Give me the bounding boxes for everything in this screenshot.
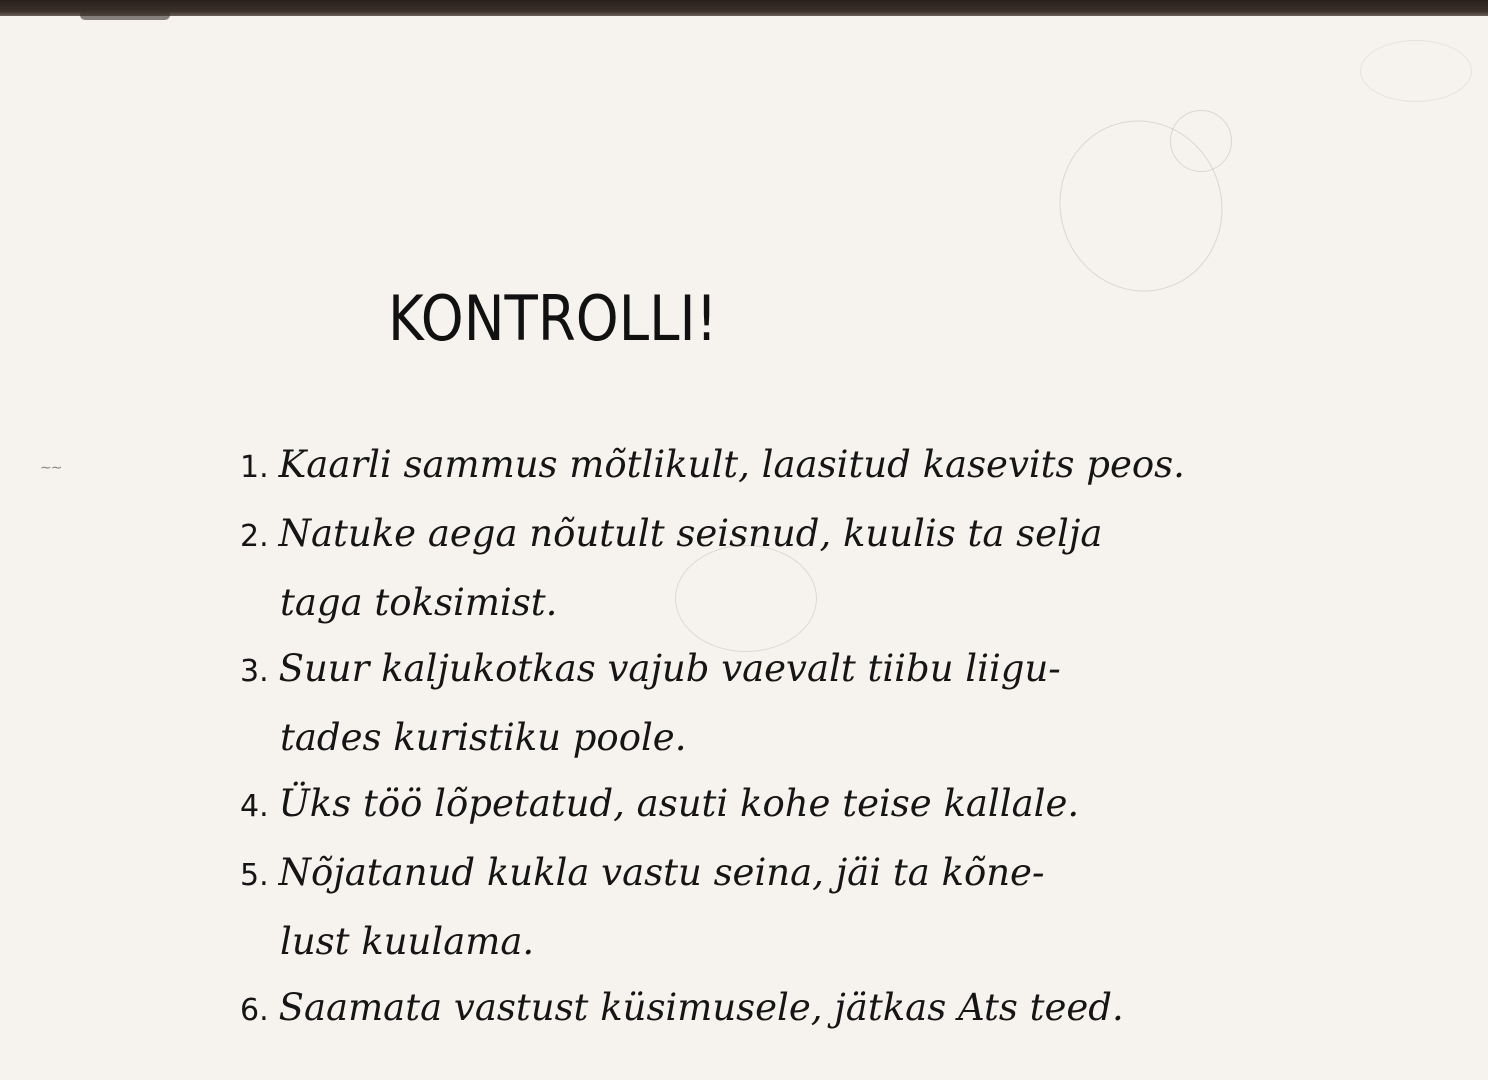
- item-text: tades kuristiku poole.: [280, 716, 687, 759]
- item-text: Natuke aega nõutult seisnud, kuulis ta selja: [278, 512, 1103, 555]
- list-item: [240, 501, 1200, 570]
- item-number: 2.: [240, 519, 269, 554]
- item-number: 6.: [240, 993, 269, 1028]
- item-text: Üks töö lõpetatud, asuti kohe teise kallale.: [278, 782, 1080, 825]
- item-text: Saamata vastust küsimusele, jätkas Ats teed.: [278, 986, 1124, 1029]
- list-item: [240, 975, 1200, 1044]
- page-title: KONTROLLI!: [388, 282, 718, 355]
- list-item: [240, 432, 1200, 501]
- sentence-list: [240, 432, 1200, 1044]
- item-text: Kaarli sammus mõtlikult, laasitud kasevits peos.: [278, 443, 1185, 486]
- film-edge-smudge: [80, 10, 170, 20]
- water-stain: [1360, 40, 1472, 102]
- item-number: 4.: [240, 789, 269, 824]
- list-item: [240, 840, 1200, 909]
- film-edge-band: [0, 0, 1488, 16]
- item-text: lust kuulama.: [280, 920, 535, 963]
- item-number: 3.: [240, 654, 269, 689]
- item-text: Suur kaljukotkas vajub vaevalt tiibu liigu-: [278, 647, 1061, 690]
- item-text: Nõjatanud kukla vastu seina, jäi ta kõne-: [278, 851, 1045, 894]
- item-text: taga toksimist.: [280, 581, 558, 624]
- dust-speck: ∼∼: [40, 460, 62, 476]
- list-item-continuation: [240, 909, 1200, 975]
- list-item-continuation: [240, 705, 1200, 771]
- item-number: 5.: [240, 858, 269, 893]
- list-item: [240, 636, 1200, 705]
- item-number: 1.: [240, 450, 269, 485]
- water-stain: [1170, 110, 1232, 172]
- list-item-continuation: [240, 570, 1200, 636]
- list-item: [240, 771, 1200, 840]
